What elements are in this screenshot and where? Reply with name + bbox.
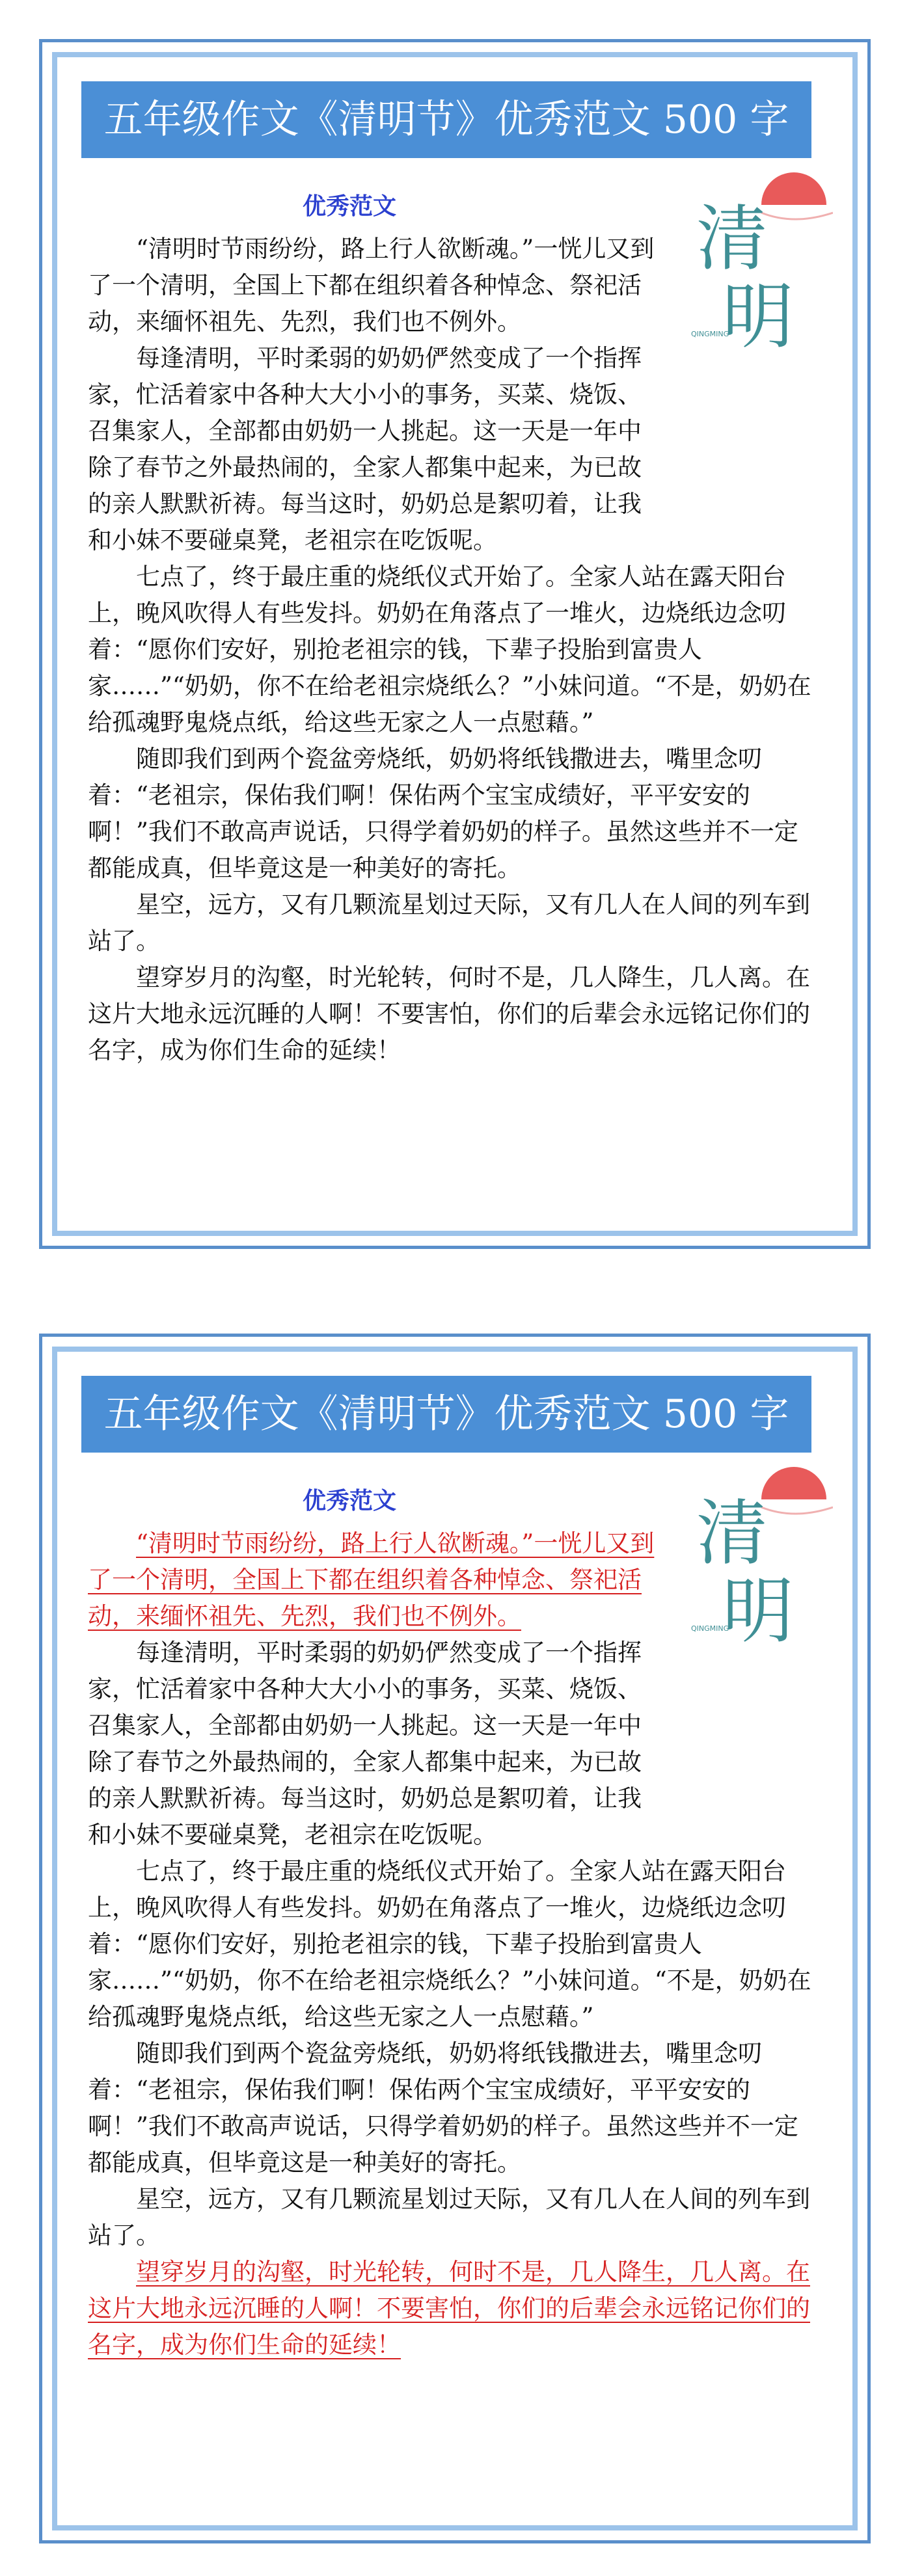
paragraph-6: 望穿岁月的沟壑，时光轮转，何时不是，几人降生，几人离。在这片大地永远沉睡的人啊！不要害怕，你们的后辈会永远铭记你们的名字，成为你们生命的延续！	[88, 963, 810, 1064]
paragraph-2: 每逢清明，平时柔弱的奶奶俨然变成了一个指挥家，忙活着家中各种大大小小的事务，买菜、烧饭、召集家人，全部都由奶奶一人挑起。这一天是一年中除了春节之外最热闹的，全家人都集中起来，为已故的亲人默默祈祷。每当这时，奶奶总是絮叨着，让我和小妹不要碰桌凳，老祖宗在吃饭呢。	[88, 344, 642, 554]
paragraph-6-highlighted: 望穿岁月的沟壑，时光轮转，何时不是，几人降生，几人离。在这片大地永远沉睡的人啊！不要害怕，你们的后辈会永远铭记你们的名字，成为你们生命的延续！	[88, 2258, 810, 2359]
logo-char-ming: 明	[722, 1570, 794, 1653]
paragraph-4: 随即我们到两个瓷盆旁烧纸，奶奶将纸钱撒进去，嘴里念叨着：“老祖宗，保佑我们啊！保佑两个宝宝成绩好，平平安安的啊！”我们不敢高声说话，只得学着奶奶的样子。虽然这些并不一定都能成真，但毕竟这是一种美好的寄托。	[88, 745, 798, 882]
essay-body	[88, 1525, 817, 2363]
logo-char-qing: 清	[696, 197, 768, 280]
essay-card-2	[39, 1334, 871, 2543]
section-subtitle: 优秀范文	[303, 1488, 397, 1514]
logo-small-text: QINGMING	[691, 330, 729, 338]
section-subtitle: 优秀范文	[303, 193, 397, 220]
paragraph-2: 每逢清明，平时柔弱的奶奶俨然变成了一个指挥家，忙活着家中各种大大小小的事务，买菜、烧饭、召集家人，全部都由奶奶一人挑起。这一天是一年中除了春节之外最热闹的，全家人都集中起来，为已故的亲人默默祈祷。每当这时，奶奶总是絮叨着，让我和小妹不要碰桌凳，老祖宗在吃饭呢。	[88, 1639, 642, 1849]
logo-small-text: QINGMING	[691, 1624, 729, 1633]
logo-char-qing: 清	[696, 1492, 768, 1575]
essay-card-1	[39, 39, 871, 1249]
essay-body	[88, 231, 817, 1069]
paragraph-3: 七点了，终于最庄重的烧纸仪式开始了。全家人站在露天阳台上，晚风吹得人有些发抖。奶奶在角落点了一堆火，边烧纸边念叨着：“愿你们安好，别抢老祖宗的钱，下辈子投胎到富贵人家……”“奶奶，你不在给老祖宗烧纸么？”小妹问道。“不是，奶奶在给孤魂野鬼烧点纸，给这些无家之人一点慰藉。”	[88, 563, 811, 736]
logo-char-ming: 明	[722, 275, 794, 358]
page-title: 五年级作文《清明节》优秀范文 500 字	[81, 81, 811, 158]
paragraph-1-highlighted: “清明时节雨纷纷，路上行人欲断魂。”一恍儿又到了一个清明，全国上下都在组织着各种悼念、祭祀活动，来缅怀祖先、先烈，我们也不例外。	[88, 1529, 655, 1630]
paragraph-4: 随即我们到两个瓷盆旁烧纸，奶奶将纸钱撒进去，嘴里念叨着：“老祖宗，保佑我们啊！保佑两个宝宝成绩好，平平安安的啊！”我们不敢高声说话，只得学着奶奶的样子。虽然这些并不一定都能成真，但毕竟这是一种美好的寄托。	[88, 2039, 798, 2177]
paragraph-3: 七点了，终于最庄重的烧纸仪式开始了。全家人站在露天阳台上，晚风吹得人有些发抖。奶奶在角落点了一堆火，边烧纸边念叨着：“愿你们安好，别抢老祖宗的钱，下辈子投胎到富贵人家……”“奶奶，你不在给老祖宗烧纸么？”小妹问道。“不是，奶奶在给孤魂野鬼烧点纸，给这些无家之人一点慰藉。”	[88, 1857, 811, 2031]
paragraph-5: 星空，远方，又有几颗流星划过天际，又有几人在人间的列车到站了。	[88, 891, 810, 955]
paragraph-5: 星空，远方，又有几颗流星划过天际，又有几人在人间的列车到站了。	[88, 2185, 810, 2249]
paragraph-1: “清明时节雨纷纷，路上行人欲断魂。”一恍儿又到了一个清明，全国上下都在组织着各种悼念、祭祀活动，来缅怀祖先、先烈，我们也不例外。	[88, 235, 655, 336]
page-title: 五年级作文《清明节》优秀范文 500 字	[81, 1376, 811, 1453]
